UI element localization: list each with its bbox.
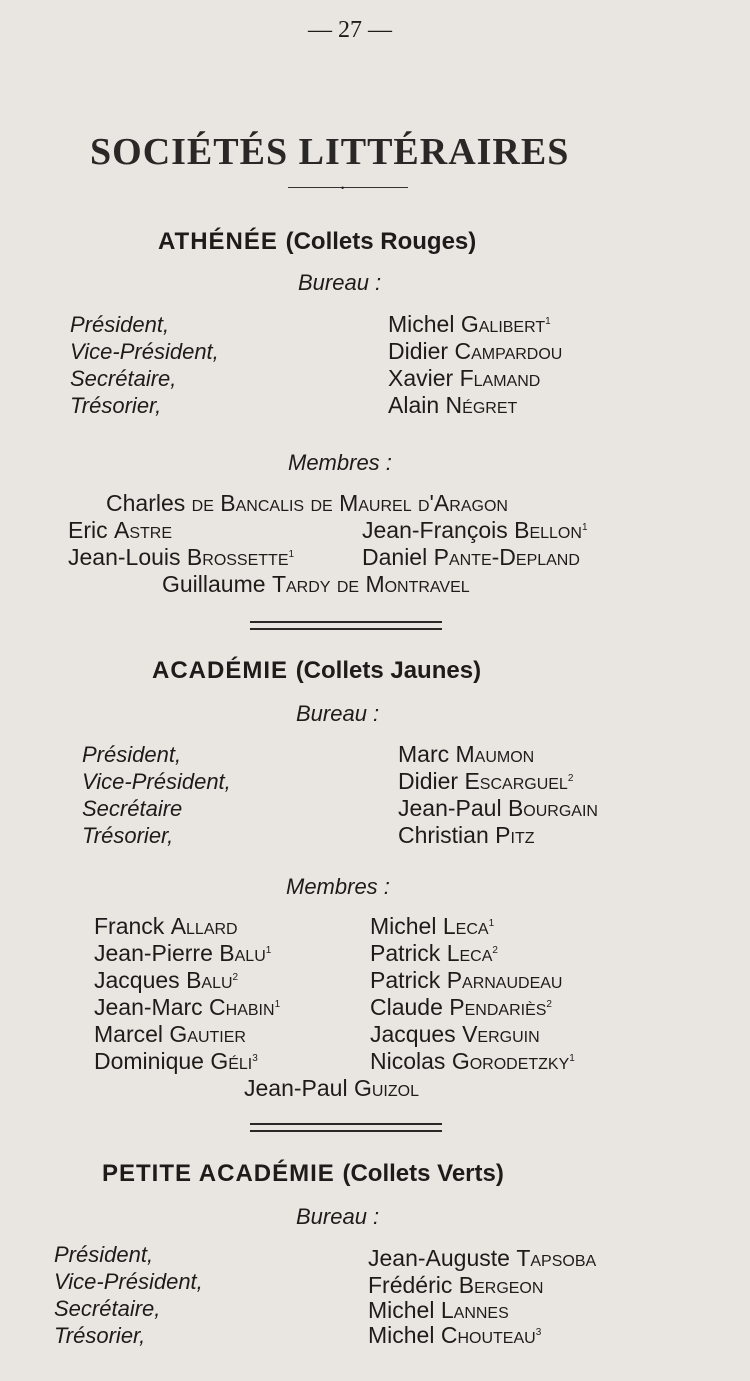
petite-academie-role-tresorier: Trésorier,	[54, 1323, 146, 1348]
athenee-heading-main: ATHÉNÉE	[158, 228, 278, 255]
academie-membres-label: Membres :	[286, 874, 390, 899]
academie-member: Nicolas Gorodetzky$^1$	[370, 1048, 575, 1074]
petite-academie-role-secretaire: Secrétaire,	[54, 1296, 161, 1321]
academie-president-name: Marc Maumon	[398, 741, 535, 767]
academie-member: Claude Pendariès$^2$	[370, 994, 552, 1020]
academie-member: Michel Leca$^1$	[370, 913, 495, 939]
academie-member: Marcel Gautier	[94, 1021, 246, 1047]
petite-academie-vice-president-name: Frédéric Bergeon	[368, 1272, 544, 1298]
academie-member: Jean-Marc Chabin$^1$	[94, 994, 281, 1020]
academie-secretaire-name: Jean-Paul Bourgain	[398, 795, 598, 821]
academie-member: Patrick Leca$^2$	[370, 940, 498, 966]
academie-vice-president-name: Didier Escarguel$^2$	[398, 768, 574, 794]
athenee-heading	[158, 228, 476, 256]
athenee-member: Jean-François Bellon$^1$	[362, 517, 588, 543]
athenee-president-name: Michel Galibert$^1$	[388, 311, 551, 337]
section-divider	[250, 1123, 442, 1132]
petite-academie-president-name: Jean-Auguste Tapsoba	[368, 1245, 597, 1271]
athenee-vice-president-name: Didier Campardou	[388, 338, 563, 364]
petite-academie-role-president: Président,	[54, 1242, 154, 1267]
petite-academie-tresorier-name: Michel Chouteau$^3$	[368, 1322, 542, 1348]
page-number: — 27 —	[308, 17, 392, 43]
petite-academie-bureau-label: Bureau :	[296, 1204, 380, 1229]
page-title: SOCIÉTÉS LITTÉRAIRES	[90, 131, 570, 173]
academie-member: Jean-Pierre Balu$^1$	[94, 940, 272, 966]
athenee-role-secretaire: Secrétaire,	[70, 366, 177, 391]
academie-role-tresorier: Trésorier,	[82, 823, 174, 848]
athenee-tresorier-name: Alain Négret	[388, 392, 518, 418]
academie-heading-main: ACADÉMIE	[152, 657, 289, 684]
athenee-role-tresorier: Trésorier,	[70, 393, 162, 418]
athenee-membres-label: Membres :	[288, 450, 392, 475]
title-ornament-dot: •	[341, 183, 345, 193]
petite-academie-secretaire-name: Michel Lannes	[368, 1297, 509, 1323]
title-ornament-rule	[288, 187, 408, 188]
athenee-role-vice-president: Vice-Président,	[70, 339, 219, 364]
academie-member: Jacques Balu$^2$	[94, 967, 239, 993]
athenee-member: Jean-Louis Brossette$^1$	[68, 544, 295, 570]
academie-role-president: Président,	[82, 742, 182, 767]
athenee-member: Eric Astre	[68, 517, 173, 543]
academie-member: Jean-Paul Guizol	[244, 1075, 419, 1101]
petite-academie-heading-paren: (Collets Verts)	[342, 1160, 504, 1187]
athenee-bureau-label: Bureau :	[298, 270, 382, 295]
athenee-role-president: Président,	[70, 312, 170, 337]
academie-role-secretaire: Secrétaire	[82, 796, 183, 821]
academie-member: Jacques Verguin	[370, 1021, 540, 1047]
athenee-member: Daniel Pante-Depland	[362, 544, 580, 570]
athenee-heading-paren: (Collets Rouges)	[285, 228, 477, 255]
academie-member: Franck Allard	[94, 913, 238, 939]
petite-academie-role-vice-president: Vice-Président,	[54, 1269, 203, 1294]
athenee-secretaire-name: Xavier Flamand	[388, 365, 541, 391]
academie-member: Dominique Géli$^3$	[94, 1048, 258, 1074]
academie-heading-paren: (Collets Jaunes)	[295, 657, 482, 684]
athenee-member: Guillaume Tardy de Montravel	[162, 571, 470, 597]
academie-heading	[152, 657, 481, 685]
athenee-member: Charles de Bancalis de Maurel d'Aragon	[106, 490, 508, 516]
petite-academie-heading	[102, 1160, 504, 1188]
petite-academie-heading-main: PETITE ACADÉMIE	[102, 1160, 335, 1187]
academie-member: Patrick Parnaudeau	[370, 967, 563, 993]
academie-role-vice-president: Vice-Président,	[82, 769, 231, 794]
academie-tresorier-name: Christian Pitz	[398, 822, 535, 848]
academie-bureau-label: Bureau :	[296, 701, 380, 726]
section-divider	[250, 621, 442, 630]
